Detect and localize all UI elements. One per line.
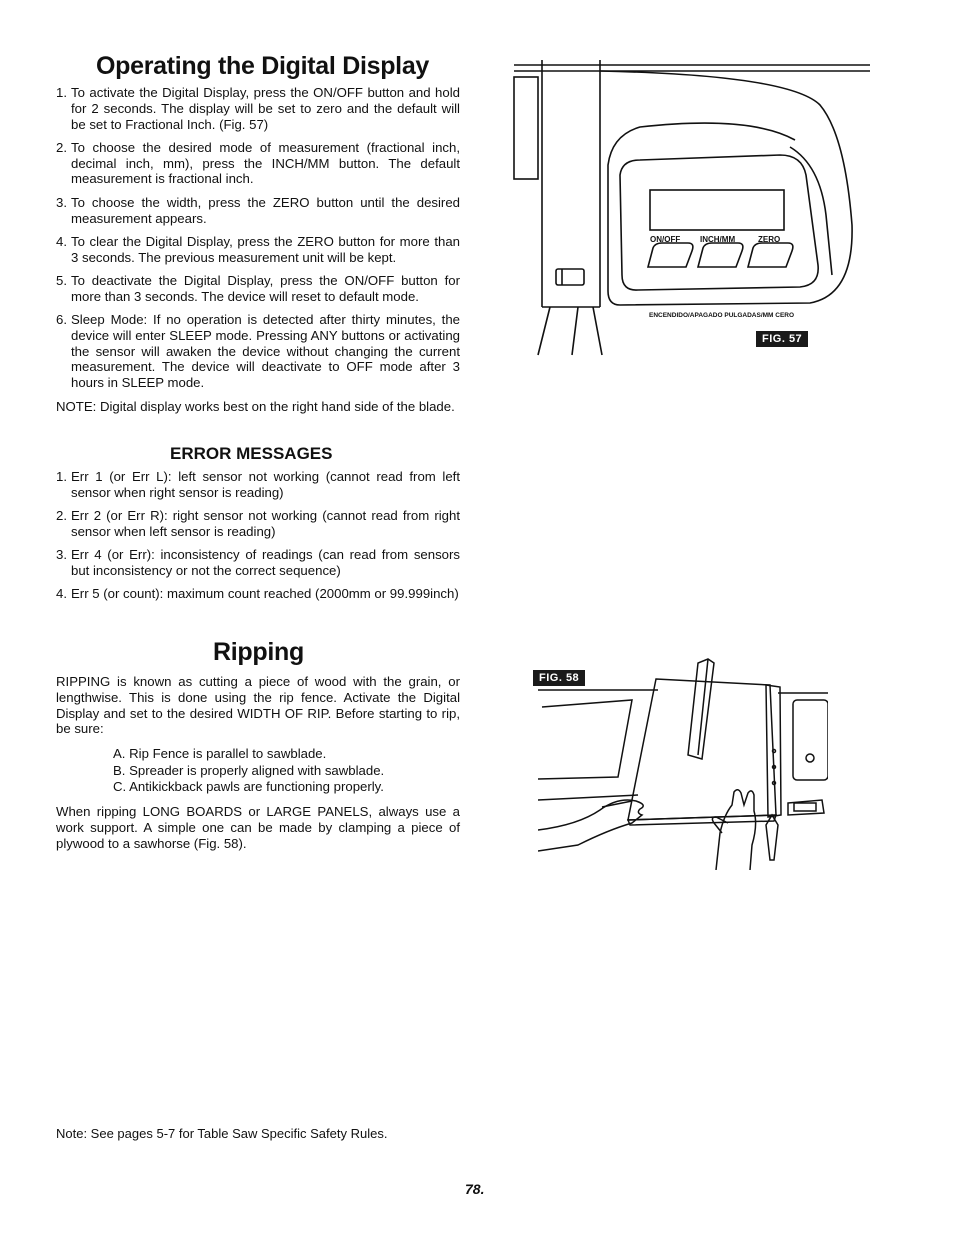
list-item-number: 1.	[56, 85, 67, 100]
ripping-intro-block	[56, 674, 460, 737]
ripping-checklist	[113, 746, 384, 796]
check-item: A. Rip Fence is parallel to sawblade.	[113, 746, 327, 761]
list-item	[56, 85, 460, 132]
list-item-number: 4.	[56, 233, 67, 249]
list-item-text: To activate the Digital Display, press the ON/OFF button and hold for 2 seconds. The display will be set to zero and the default will be set to Fractional Inch. (Fig. 57)	[71, 85, 460, 132]
list-item-text: Err 2 (or Err R): right sensor not working (cannot read from right sensor when left sensor is reading)	[71, 508, 460, 539]
error-messages-list	[56, 469, 460, 610]
ripping-long-boards-block	[56, 804, 460, 851]
list-item-number: 4.	[56, 586, 67, 602]
list-item-text: Err 5 (or count): maximum count reached (2000mm or 99.999inch)	[71, 586, 459, 602]
list-item-text: To choose the width, press the ZERO button until the desired measurement appears.	[71, 194, 460, 226]
digital-display-steps	[56, 85, 460, 414]
list-item	[56, 586, 460, 602]
fig58-illustration	[538, 655, 828, 870]
section-title-ripping: Ripping	[213, 638, 304, 666]
list-item	[56, 273, 460, 305]
section-title-digital-display: Operating the Digital Display	[96, 52, 430, 80]
list-item	[56, 140, 460, 187]
fig57-illustration	[490, 55, 870, 360]
list-item-number: 2.	[56, 508, 67, 524]
list-item	[56, 312, 460, 391]
check-item: B. Spreader is properly aligned with sawblade.	[113, 762, 385, 778]
list-item-text: Err 4 (or Err): inconsistency of readings (can read from sensors but inconsistency or not the correct sequence)	[71, 547, 460, 578]
list-item-text: Sleep Mode: If no operation is detected after thirty minutes, the device will enter SLEEP mode. Pressing ANY buttons or activating the sensor will awaken the device without changing the current measurement. The device will deactivate to OFF mode after 3 hours in SLEEP mode.	[71, 312, 460, 391]
list-item-text: To choose the desired mode of measurement (fractional inch, decimal inch, mm), press the INCH/MM button. The default measurement is fractional inch.	[71, 139, 460, 187]
fig57-label: FIG. 57	[756, 331, 808, 347]
ripping-intro: RIPPING is known as cutting a piece of wood with the grain, or lengthwise. This is done using the rip fence. Activate the Digital Display and set to the desired WIDTH OF RIP. Before starting to rip, be sure:	[56, 674, 460, 737]
fig57-zero-label: ZERO	[758, 235, 781, 244]
check-item: C. Antikickback pawls are functioning properly.	[113, 779, 384, 794]
page-number: 78.	[465, 1181, 485, 1197]
fig57-onoff-label: ON/OFF	[650, 235, 681, 244]
list-item-number: 6.	[56, 312, 67, 328]
list-item-number: 3.	[56, 194, 67, 210]
list-item-number: 3.	[56, 547, 67, 563]
list-item-text: To clear the Digital Display, press the ZERO button for more than 3 seconds. The previous measurement unit will be kept.	[71, 233, 460, 265]
list-item-number: 2.	[56, 139, 67, 155]
list-item	[56, 195, 460, 227]
safety-footnote: Note: See pages 5-7 for Table Saw Specific Safety Rules.	[56, 1126, 388, 1141]
list-item	[56, 547, 460, 579]
ripping-long-boards: When ripping LONG BOARDS or LARGE PANELS, always use a work support. A simple one can be made by clamping a piece of plywood to a sawhorse (Fig. 58).	[56, 804, 460, 851]
fig57-spanish-labels: ENCENDIDO/APAGADO PULGADAS/MM CERO	[649, 312, 795, 319]
error-messages-heading: ERROR MESSAGES	[170, 444, 333, 463]
digital-display-note: NOTE: Digital display works best on the right hand side of the blade.	[56, 398, 455, 414]
list-item-text: Err 1 (or Err L): left sensor not working (cannot read from left sensor when right sensor is reading)	[71, 469, 460, 500]
list-item	[56, 469, 460, 501]
list-item	[56, 234, 460, 266]
list-item-text: To deactivate the Digital Display, press the ON/OFF button for more than 3 seconds. The device will reset to default mode.	[71, 272, 460, 304]
list-item	[56, 508, 460, 540]
fig57-inchmm-label: INCH/MM	[700, 235, 736, 244]
list-item-number: 1.	[56, 469, 67, 484]
fig58-label: FIG. 58	[533, 670, 585, 686]
list-item-number: 5.	[56, 272, 67, 288]
